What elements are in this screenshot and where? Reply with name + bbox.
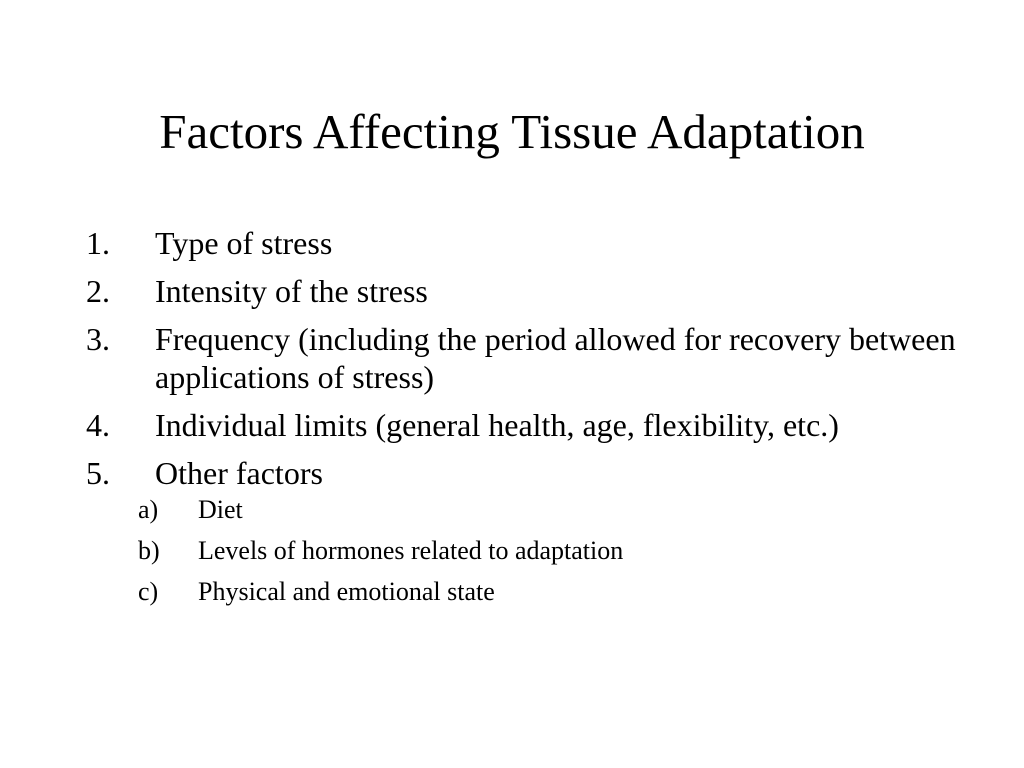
list-item: [86, 320, 956, 396]
list-item-text: Intensity of the stress: [155, 273, 428, 309]
sublist-item-letter: b): [138, 536, 160, 565]
list-item-text: Frequency (including the period allowed for recovery between applications of stress): [155, 321, 956, 395]
list-item: [86, 454, 956, 608]
list-item-text: Individual limits (general health, age, flexibility, etc.): [155, 407, 839, 443]
list-item-text: Other factors: [155, 455, 323, 491]
list-item-number: 4.: [86, 407, 110, 443]
list-item: [86, 224, 956, 262]
list-item-number: 2.: [86, 273, 110, 309]
sublist-item: [138, 576, 956, 608]
factor-list: [86, 224, 956, 618]
sublist-item-text: Diet: [198, 495, 243, 524]
sublist-item: [138, 494, 956, 526]
sublist-item-text: Physical and emotional state: [198, 577, 495, 606]
other-factors-sublist: [138, 494, 956, 608]
sublist-item-text: Levels of hormones related to adaptation: [198, 536, 624, 565]
list-item: [86, 406, 956, 444]
list-item-number: 3.: [86, 321, 110, 357]
slide-title: Factors Affecting Tissue Adaptation: [159, 104, 865, 159]
list-item-number: 1.: [86, 225, 110, 261]
list-item-text: Type of stress: [155, 225, 333, 261]
sublist-item-letter: c): [138, 577, 159, 606]
sublist-item: [138, 535, 956, 567]
list-item: [86, 272, 956, 310]
sublist-item-letter: a): [138, 495, 159, 524]
list-item-number: 5.: [86, 455, 110, 491]
